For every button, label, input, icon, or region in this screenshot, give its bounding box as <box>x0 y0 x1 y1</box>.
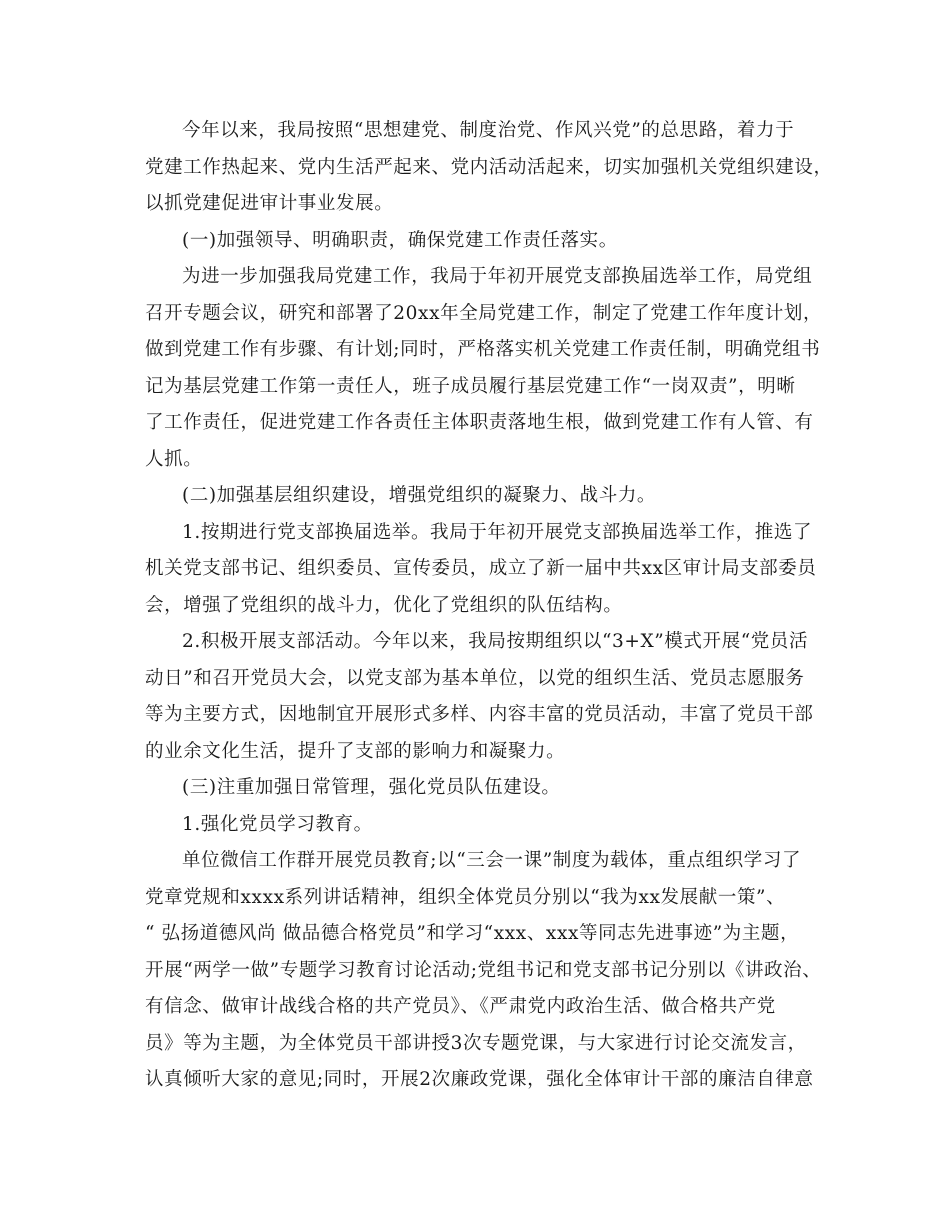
text-line: 员》等为主题，为全体党员干部讲授3次专题党课，与大家进行讨论交流发言， <box>145 1032 807 1054</box>
document-body <box>145 113 833 1099</box>
text-line: 人抓。 <box>145 448 203 470</box>
text-line: 为进一步加强我局党建工作，我局于年初开展党支部换届选举工作，局党组 <box>182 266 813 287</box>
text-line: 今年以来，我局按照“思想建党、制度治党、作风兴党”的总思路，着力于 <box>182 120 795 141</box>
text-line: 1.强化党员学习教育。 <box>182 813 373 835</box>
text-line: 的业余文化生活，提升了支部的影响力和凝聚力。 <box>145 740 566 762</box>
text-line: 等为主要方式，因地制宜开展形式多样、内容丰富的党员活动，丰富了党员干部 <box>145 704 814 725</box>
text-line: 党章党规和xxxx系列讲话精神，组织全体党员分别以“我为xx发展献一策”、 <box>145 886 786 908</box>
text-line: 认真倾听大家的意见;同时，开展2次廉政党课，强化全体审计干部的廉洁自律意 <box>145 1069 814 1090</box>
text-line: 了工作责任，促进党建工作各责任主体职责落地生根，做到党建工作有人管、有 <box>145 412 814 433</box>
text-line: 有信念、做审计战线合格的共产党员》、《严肃党内政治生活、做合格共产党 <box>145 996 776 1017</box>
text-line: 记为基层党建工作第一责任人，班子成员履行基层党建工作“一岗双责”，明晰 <box>145 375 796 397</box>
text-line: 召开专题会议，研究和部署了20xx年全局党建工作，制定了党建工作年度计划， <box>145 302 823 324</box>
text-line: 做到党建工作有步骤、有计划;同时，严格落实机关党建工作责任制，明确党组书 <box>145 339 821 360</box>
text-line: “ 弘扬道德风尚 做品德合格党员”和学习“xxx、xxx等同志先进事迹”为主题， <box>145 923 800 944</box>
text-line: 机关党支部书记、组织委员、宣传委员，成立了新一届中共xx区审计局支部委员 <box>145 558 817 579</box>
text-line: 开展“两学一做”专题学习教育讨论活动;党组书记和党支部书记分别以《讲政治、 <box>145 959 822 981</box>
text-line: 动日”和召开党员大会，以党支部为基本单位，以党的组织生活、党员志愿服务 <box>145 667 805 689</box>
text-line: 党建工作热起来、党内生活严起来、党内活动活起来，切实加强机关党组织建设， <box>145 156 833 178</box>
text-line: 以抓党建促进审计事业发展。 <box>145 193 394 214</box>
text-line: 2.积极开展支部活动。今年以来，我局按期组织以“3+X”模式开展“党员活 <box>182 631 809 652</box>
text-line: (二)加强基层组织建设，增强党组织的凝聚力、战斗力。 <box>182 485 657 506</box>
text-line: 会，增强了党组织的战斗力，优化了党组织的队伍结构。 <box>145 594 623 616</box>
text-line: 单位微信工作群开展党员教育;以“三会一课”制度为载体，重点组织学习了 <box>182 850 802 871</box>
text-line: 1.按期进行党支部换届选举。我局于年初开展党支部换届选举工作，推选了 <box>182 521 813 543</box>
text-line: (三)注重加强日常管理，强化党员队伍建设。 <box>182 777 561 798</box>
text-line: (一)加强领导、明确职责，确保党建工作责任落实。 <box>182 229 618 251</box>
